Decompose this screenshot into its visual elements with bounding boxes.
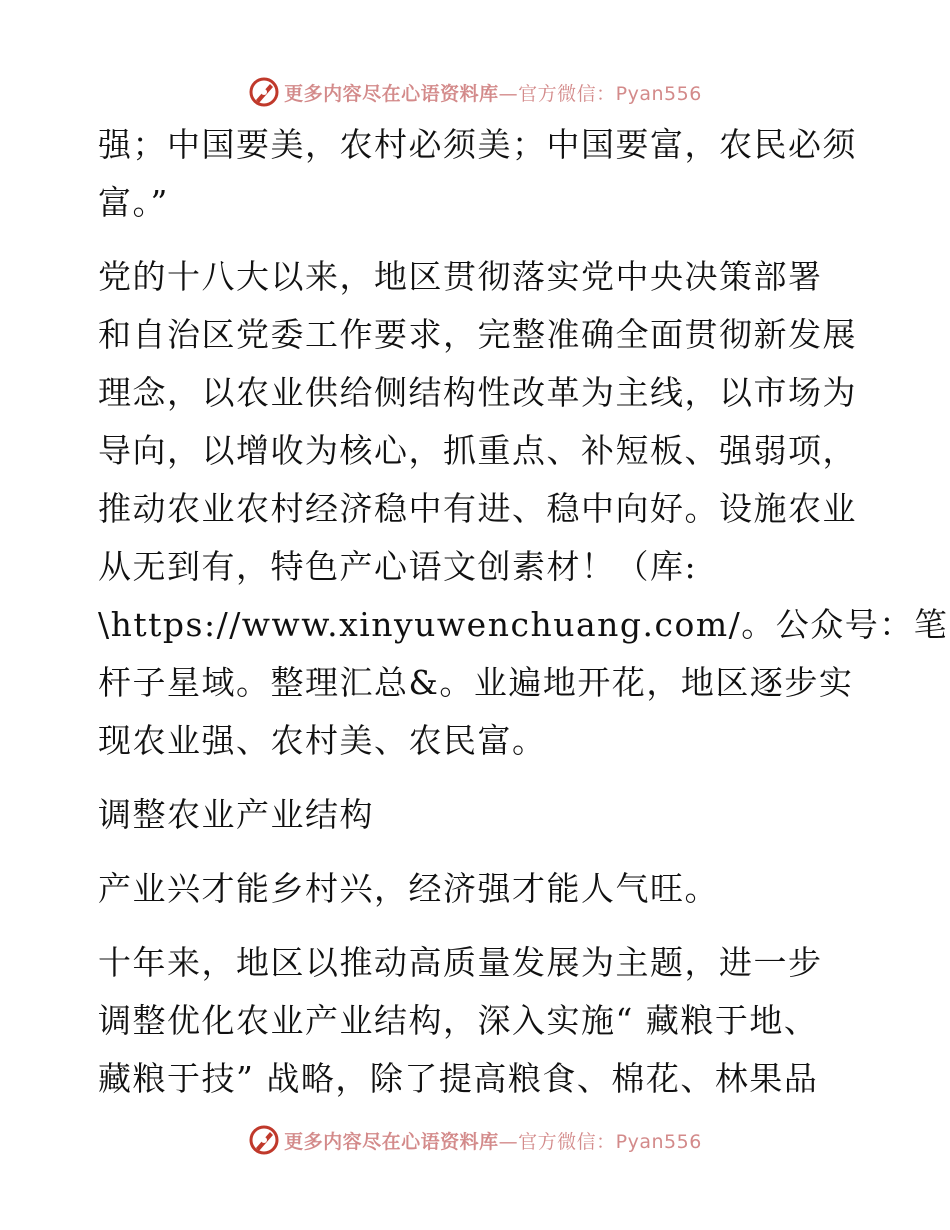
text-line: 推动农业农村经济稳中有进、稳中向好。设施农业: [98, 489, 857, 528]
text-line: 十年来，地区以推动高质量发展为主题，进一步: [98, 943, 823, 982]
pen-logo-icon: [248, 1124, 280, 1156]
footer-separator: —: [498, 1130, 519, 1153]
text-line: 藏粮于技” 战略，除了提高粮食、棉花、林果品: [98, 1059, 819, 1098]
header-banner: [0, 72, 950, 112]
paragraph: [98, 116, 858, 232]
text-line: 调整农业产业结构: [98, 795, 374, 834]
text-line: 富。”: [98, 183, 169, 222]
paragraph-gap: [98, 844, 858, 860]
header-text: [284, 79, 702, 106]
text-line: 现农业强、农村美、农民富。: [98, 721, 547, 760]
header-separator: —: [498, 82, 519, 105]
text-line: 杆子星域。整理汇总&。业遍地开花，地区逐步实: [98, 663, 854, 702]
footer-suffix: 官方微信：Pyan556: [518, 1130, 702, 1153]
document-body: [98, 116, 949, 1108]
paragraph-gap: [98, 918, 858, 934]
header-brand: 更多内容尽在心语资料库: [284, 82, 499, 105]
text-line: 产业兴才能乡村兴，经济强才能人气旺。: [98, 869, 719, 908]
footer-brand: 更多内容尽在心语资料库: [284, 1130, 499, 1153]
footer-text: [284, 1127, 702, 1154]
paragraph: [98, 860, 858, 918]
paragraph: [98, 786, 858, 844]
text-line: 和自治区党委工作要求，完整准确全面贯彻新发展: [98, 315, 857, 354]
footer-banner: [0, 1120, 950, 1160]
text-line: 党的十八大以来，地区贯彻落实党中央决策部署: [98, 257, 823, 296]
paragraph-gap: [98, 232, 858, 248]
paragraph: [98, 934, 858, 1108]
text-line: 强；中国要美，农村必须美；中国要富，农民必须: [98, 125, 857, 164]
text-line: 从无到有，特色产心语文创素材！（库:: [98, 547, 698, 586]
text-line: 调整优化农业产业结构，深入实施“ 藏粮于地、: [98, 1001, 819, 1040]
text-line: 导向，以增收为核心，抓重点、补短板、强弱项，: [98, 431, 857, 470]
text-line: \https://www.xinyuwenchuang.com/。公众号：笔: [98, 605, 949, 644]
pen-logo-icon: [248, 76, 280, 108]
text-line: 理念，以农业供给侧结构性改革为主线，以市场为: [98, 373, 857, 412]
paragraph: [98, 248, 949, 770]
paragraph-gap: [98, 770, 858, 786]
header-suffix: 官方微信：Pyan556: [518, 82, 702, 105]
